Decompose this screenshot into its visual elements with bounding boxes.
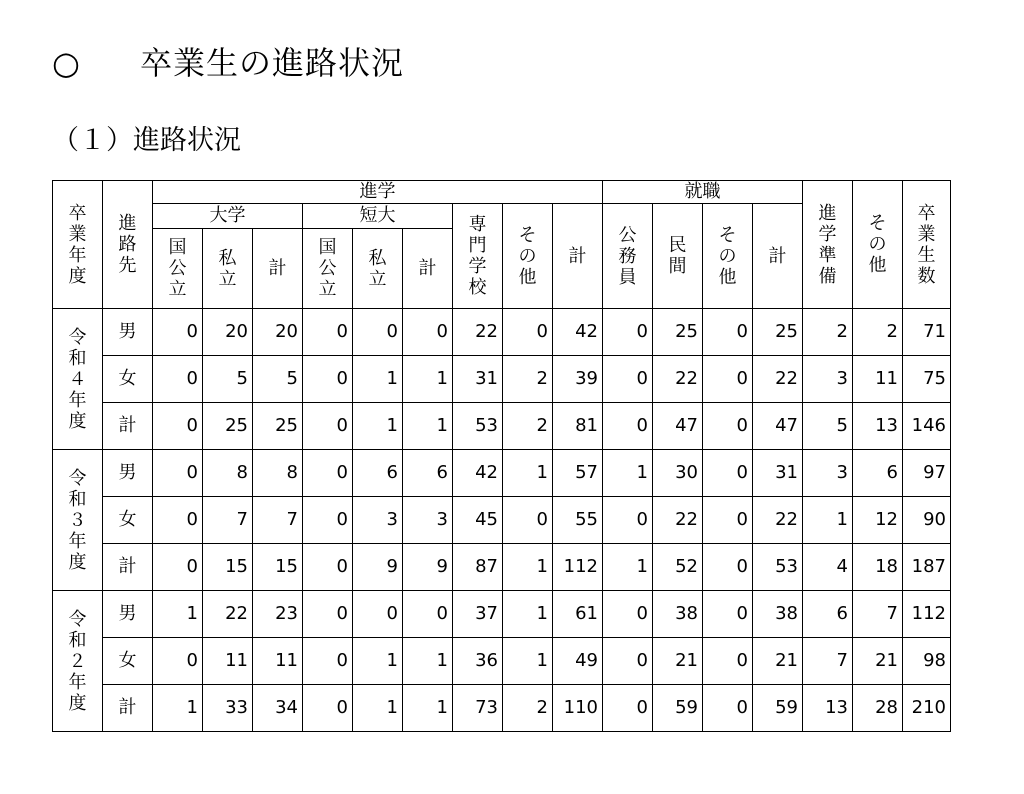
- header-university-private: 私 立: [203, 229, 253, 309]
- table-cell: 0: [503, 497, 553, 544]
- table-cell: 1: [503, 450, 553, 497]
- table-row: [53, 497, 951, 544]
- table-cell: 210: [903, 685, 951, 732]
- table-cell: 3: [803, 450, 853, 497]
- table-cell: 7: [253, 497, 303, 544]
- table-cell: 0: [603, 403, 653, 450]
- row-category: 計: [103, 685, 153, 732]
- table-cell: 20: [203, 309, 253, 356]
- table-cell: 1: [353, 638, 403, 685]
- table-cell: 0: [703, 356, 753, 403]
- table-cell: 0: [603, 497, 653, 544]
- table-cell: 0: [303, 497, 353, 544]
- table-cell: 7: [203, 497, 253, 544]
- row-category: 男: [103, 309, 153, 356]
- header-university-total: 計: [253, 229, 303, 309]
- table-cell: 0: [603, 638, 653, 685]
- table-cell: 33: [203, 685, 253, 732]
- table-cell: 11: [253, 638, 303, 685]
- table-cell: 22: [653, 497, 703, 544]
- table-cell: 3: [403, 497, 453, 544]
- table-cell: 22: [453, 309, 503, 356]
- table-cell: 73: [453, 685, 503, 732]
- table-cell: 187: [903, 544, 951, 591]
- table-row: [53, 356, 951, 403]
- table-cell: 1: [353, 356, 403, 403]
- table-cell: 90: [903, 497, 951, 544]
- table-cell: 2: [503, 403, 553, 450]
- career-path-table: [52, 180, 951, 732]
- year-label: 令 和 ３ 年 度: [53, 450, 103, 591]
- table-cell: 39: [553, 356, 603, 403]
- table-cell: 6: [403, 450, 453, 497]
- table-cell: 0: [153, 544, 203, 591]
- table-cell: 45: [453, 497, 503, 544]
- table-cell: 59: [753, 685, 803, 732]
- table-cell: 37: [453, 591, 503, 638]
- table-cell: 98: [903, 638, 951, 685]
- table-cell: 112: [903, 591, 951, 638]
- table-cell: 7: [803, 638, 853, 685]
- row-category: 女: [103, 638, 153, 685]
- table-cell: 25: [653, 309, 703, 356]
- header-employment-other: そ の 他: [703, 204, 753, 309]
- table-cell: 0: [703, 450, 753, 497]
- table-cell: 49: [553, 638, 603, 685]
- table-cell: 1: [403, 685, 453, 732]
- table-cell: 0: [353, 309, 403, 356]
- table-row: [53, 403, 951, 450]
- table-cell: 0: [703, 591, 753, 638]
- table-cell: 0: [153, 450, 203, 497]
- section-title: （１）進路状況: [52, 125, 241, 156]
- table-cell: 0: [603, 591, 653, 638]
- header-route: 進 路 先: [103, 181, 153, 309]
- table-cell: 1: [503, 544, 553, 591]
- table-cell: 2: [803, 309, 853, 356]
- table-row: [53, 309, 951, 356]
- row-category: 男: [103, 591, 153, 638]
- table-cell: 0: [153, 403, 203, 450]
- table-cell: 2: [853, 309, 903, 356]
- header-preparing: 進 学 準 備: [803, 181, 853, 309]
- table-cell: 0: [353, 591, 403, 638]
- table-row: [53, 638, 951, 685]
- row-category: 計: [103, 403, 153, 450]
- table-cell: 0: [703, 497, 753, 544]
- table-cell: 31: [753, 450, 803, 497]
- table-cell: 3: [353, 497, 403, 544]
- table-cell: 6: [803, 591, 853, 638]
- table-cell: 25: [203, 403, 253, 450]
- header-university-public: 国 公 立: [153, 229, 203, 309]
- table-cell: 22: [753, 497, 803, 544]
- table-cell: 0: [603, 309, 653, 356]
- table-cell: 75: [903, 356, 951, 403]
- table-cell: 18: [853, 544, 903, 591]
- table-cell: 21: [653, 638, 703, 685]
- header-graduation-year: 卒 業 年 度: [53, 181, 103, 309]
- table-cell: 0: [603, 356, 653, 403]
- table-cell: 4: [803, 544, 853, 591]
- table-cell: 8: [203, 450, 253, 497]
- table-cell: 5: [203, 356, 253, 403]
- header-private-sector: 民 間: [653, 204, 703, 309]
- table-cell: 53: [753, 544, 803, 591]
- table-cell: 38: [753, 591, 803, 638]
- table-cell: 13: [803, 685, 853, 732]
- header-employment-total: 計: [753, 204, 803, 309]
- table-cell: 5: [253, 356, 303, 403]
- table-cell: 53: [453, 403, 503, 450]
- table-cell: 42: [453, 450, 503, 497]
- table-cell: 12: [853, 497, 903, 544]
- table-cell: 2: [503, 356, 553, 403]
- row-category: 女: [103, 497, 153, 544]
- table-cell: 0: [403, 591, 453, 638]
- table-cell: 97: [903, 450, 951, 497]
- table-row: [53, 591, 951, 638]
- table-cell: 110: [553, 685, 603, 732]
- table-cell: 0: [153, 638, 203, 685]
- table-cell: 8: [253, 450, 303, 497]
- header-junior-college: 短大: [303, 204, 453, 229]
- table-cell: 1: [603, 544, 653, 591]
- table-cell: 0: [703, 638, 753, 685]
- table-cell: 0: [703, 544, 753, 591]
- table-cell: 22: [203, 591, 253, 638]
- circle-mark: ○: [52, 44, 81, 82]
- row-category: 男: [103, 450, 153, 497]
- table-cell: 1: [353, 685, 403, 732]
- table-cell: 3: [803, 356, 853, 403]
- table-cell: 146: [903, 403, 951, 450]
- header-vocational-school: 専 門 学 校: [453, 204, 503, 309]
- header-civil-servant: 公 務 員: [603, 204, 653, 309]
- table-cell: 22: [653, 356, 703, 403]
- table-cell: 0: [303, 685, 353, 732]
- table-cell: 28: [853, 685, 903, 732]
- header-advancement-other: そ の 他: [503, 204, 553, 309]
- header-advancement-total: 計: [553, 204, 603, 309]
- table-cell: 6: [353, 450, 403, 497]
- row-category: 女: [103, 356, 153, 403]
- header-other-overall: そ の 他: [853, 181, 903, 309]
- table-cell: 23: [253, 591, 303, 638]
- table-cell: 0: [503, 309, 553, 356]
- table-cell: 38: [653, 591, 703, 638]
- table-cell: 15: [203, 544, 253, 591]
- table-cell: 59: [653, 685, 703, 732]
- header-employment: 就職: [603, 181, 803, 204]
- table-cell: 47: [653, 403, 703, 450]
- table-row: [53, 685, 951, 732]
- header-university: 大学: [153, 204, 303, 229]
- table-cell: 0: [703, 309, 753, 356]
- table-cell: 0: [303, 638, 353, 685]
- table-cell: 1: [503, 591, 553, 638]
- table-cell: 52: [653, 544, 703, 591]
- table-cell: 2: [503, 685, 553, 732]
- table-cell: 1: [803, 497, 853, 544]
- header-junior-college-total: 計: [403, 229, 453, 309]
- year-label: 令 和 ４ 年 度: [53, 309, 103, 450]
- table-row: [53, 544, 951, 591]
- table-cell: 81: [553, 403, 603, 450]
- page-title: [52, 38, 404, 84]
- table-cell: 9: [353, 544, 403, 591]
- table-cell: 0: [703, 685, 753, 732]
- header-graduates: 卒 業 生 数: [903, 181, 951, 309]
- page-title-text: 卒業生の進路状況: [140, 44, 405, 82]
- table-cell: 55: [553, 497, 603, 544]
- table-cell: 0: [153, 309, 203, 356]
- table-cell: 9: [403, 544, 453, 591]
- table-cell: 0: [153, 497, 203, 544]
- table-cell: 0: [303, 309, 353, 356]
- table-cell: 25: [253, 403, 303, 450]
- table-cell: 1: [403, 356, 453, 403]
- table-cell: 1: [153, 591, 203, 638]
- table-cell: 1: [353, 403, 403, 450]
- table-cell: 11: [203, 638, 253, 685]
- table-cell: 1: [153, 685, 203, 732]
- table-cell: 36: [453, 638, 503, 685]
- table-cell: 42: [553, 309, 603, 356]
- table-cell: 7: [853, 591, 903, 638]
- table-cell: 1: [403, 403, 453, 450]
- table-cell: 0: [303, 591, 353, 638]
- table-cell: 6: [853, 450, 903, 497]
- table-cell: 34: [253, 685, 303, 732]
- table-cell: 0: [153, 356, 203, 403]
- header-advancement: 進学: [153, 181, 603, 204]
- table-cell: 0: [603, 685, 653, 732]
- table-cell: 22: [753, 356, 803, 403]
- table-cell: 0: [403, 309, 453, 356]
- table-cell: 13: [853, 403, 903, 450]
- row-category: 計: [103, 544, 153, 591]
- table-cell: 0: [303, 544, 353, 591]
- table-cell: 87: [453, 544, 503, 591]
- table-cell: 112: [553, 544, 603, 591]
- table-cell: 1: [403, 638, 453, 685]
- table-cell: 47: [753, 403, 803, 450]
- table-cell: 0: [303, 450, 353, 497]
- table-cell: 21: [853, 638, 903, 685]
- table-cell: 5: [803, 403, 853, 450]
- table-cell: 0: [303, 403, 353, 450]
- table-cell: 31: [453, 356, 503, 403]
- table-cell: 1: [503, 638, 553, 685]
- table-cell: 0: [703, 403, 753, 450]
- table-cell: 61: [553, 591, 603, 638]
- table-row: [53, 450, 951, 497]
- table-cell: 15: [253, 544, 303, 591]
- table-cell: 0: [303, 356, 353, 403]
- table-cell: 11: [853, 356, 903, 403]
- table-cell: 20: [253, 309, 303, 356]
- table-cell: 25: [753, 309, 803, 356]
- table-cell: 1: [603, 450, 653, 497]
- table-cell: 30: [653, 450, 703, 497]
- table-cell: 57: [553, 450, 603, 497]
- table-cell: 21: [753, 638, 803, 685]
- table-cell: 71: [903, 309, 951, 356]
- year-label: 令 和 ２ 年 度: [53, 591, 103, 732]
- header-junior-college-private: 私 立: [353, 229, 403, 309]
- header-junior-college-public: 国 公 立: [303, 229, 353, 309]
